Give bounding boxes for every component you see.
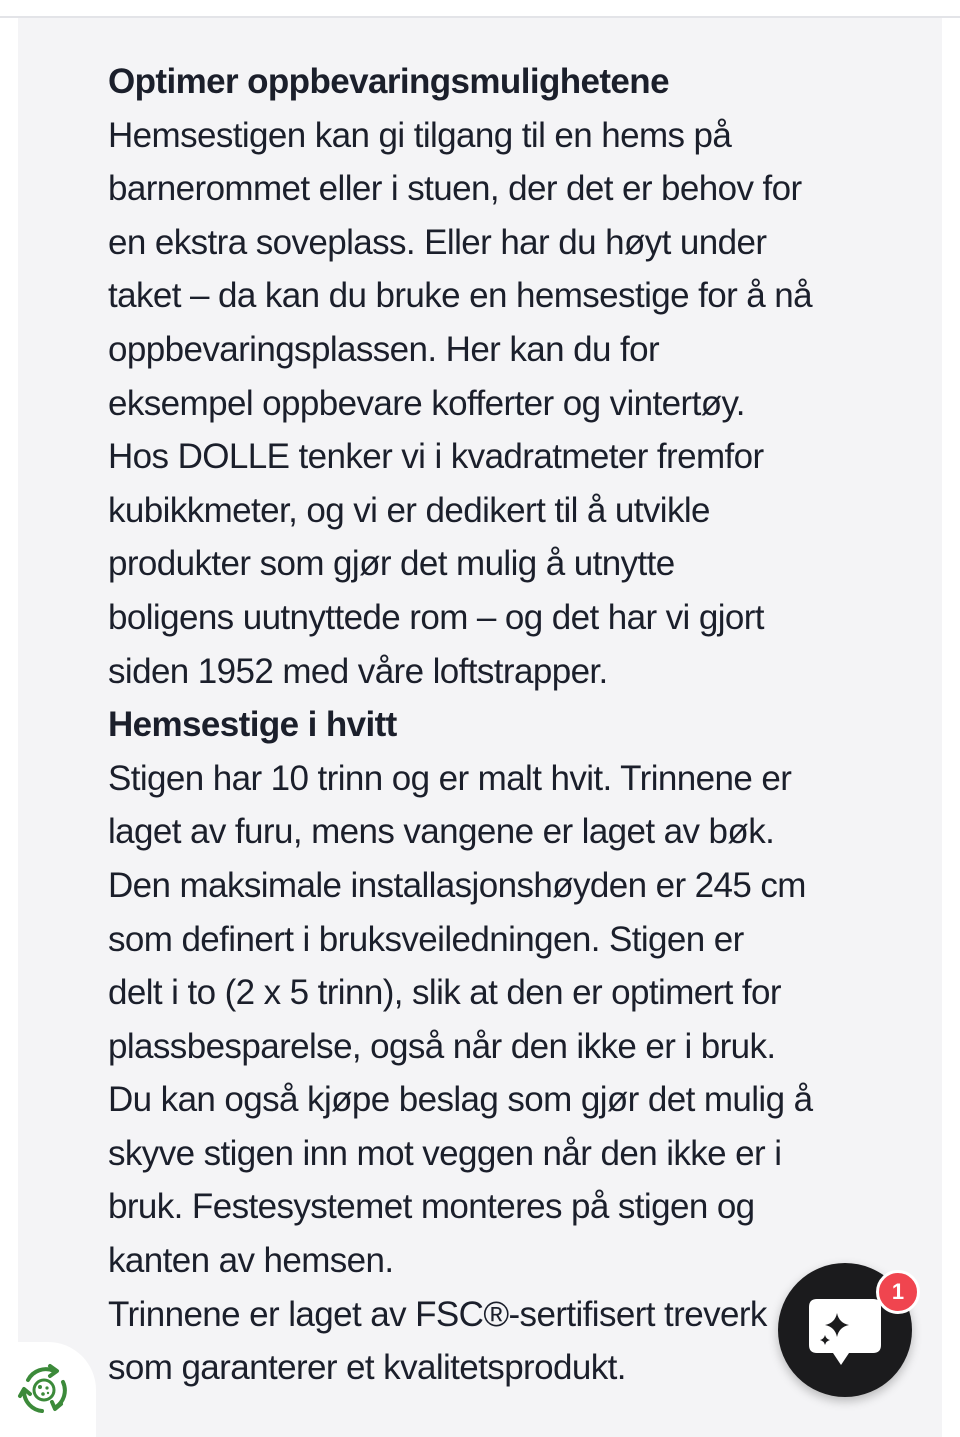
text-line: laget av furu, mens vangene er laget av bøk.: [108, 812, 775, 852]
text-line: Hos DOLLE tenker vi i kvadratmeter fremfor: [108, 437, 764, 477]
eco-badge[interactable]: [0, 1342, 96, 1437]
text-line: Trinnene er laget av FSC®-sertifisert treverk: [108, 1294, 767, 1334]
eco-recycle-icon: [14, 1360, 74, 1420]
section-heading-white-ladder: Hemsestige i hvitt: [108, 705, 397, 745]
text-line: Stigen har 10 trinn og er malt hvit. Trinnene er: [108, 758, 792, 798]
text-line: siden 1952 med våre loftstrapper.: [108, 651, 608, 691]
text-line: som definert i bruksveiledningen. Stigen er: [108, 919, 744, 959]
text-line: skyve stigen inn mot veggen når den ikke er i: [108, 1133, 782, 1173]
text-line: delt i to (2 x 5 trinn), slik at den er optimert for: [108, 973, 781, 1013]
section-heading-storage: Optimer oppbevaringsmulighetene: [108, 62, 669, 101]
text-line: plassbesparelse, også når den ikke er i bruk.: [108, 1026, 776, 1066]
chat-sparkle-icon: [803, 1293, 887, 1373]
text-line: kanten av hemsen.: [108, 1241, 394, 1281]
text-line: produkter som gjør det mulig å utnytte: [108, 544, 675, 584]
description-panel: [18, 18, 942, 1437]
text-line: barnerommet eller i stuen, der det er behov for: [108, 169, 802, 209]
text-line: boligens uutnyttede rom – og det har vi gjort: [108, 597, 764, 637]
text-line: oppbevaringsplassen. Her kan du for: [108, 329, 660, 369]
text-line: som garanterer et kvalitetsprodukt.: [108, 1348, 626, 1388]
text-line: kubikkmeter, og vi er dedikert til å utvikle: [108, 490, 710, 530]
text-line: eksempel oppbevare kofferter og vintertøy.: [108, 383, 745, 423]
notification-badge: 1: [876, 1270, 920, 1314]
section-body-storage: [108, 109, 898, 699]
product-description: [108, 55, 898, 1395]
text-line: taket – da kan du bruke en hemsestige for å nå: [108, 276, 812, 316]
text-line: en ekstra soveplass. Eller har du høyt under: [108, 222, 767, 262]
section-body-white-ladder: [108, 752, 898, 1395]
text-line: Du kan også kjøpe beslag som gjør det mulig å: [108, 1080, 813, 1120]
text-line: Hemsestigen kan gi tilgang til en hems på: [108, 115, 732, 155]
text-line: bruk. Festesystemet monteres på stigen og: [108, 1187, 755, 1227]
text-line: Den maksimale installasjonshøyden er 245 cm: [108, 865, 806, 905]
